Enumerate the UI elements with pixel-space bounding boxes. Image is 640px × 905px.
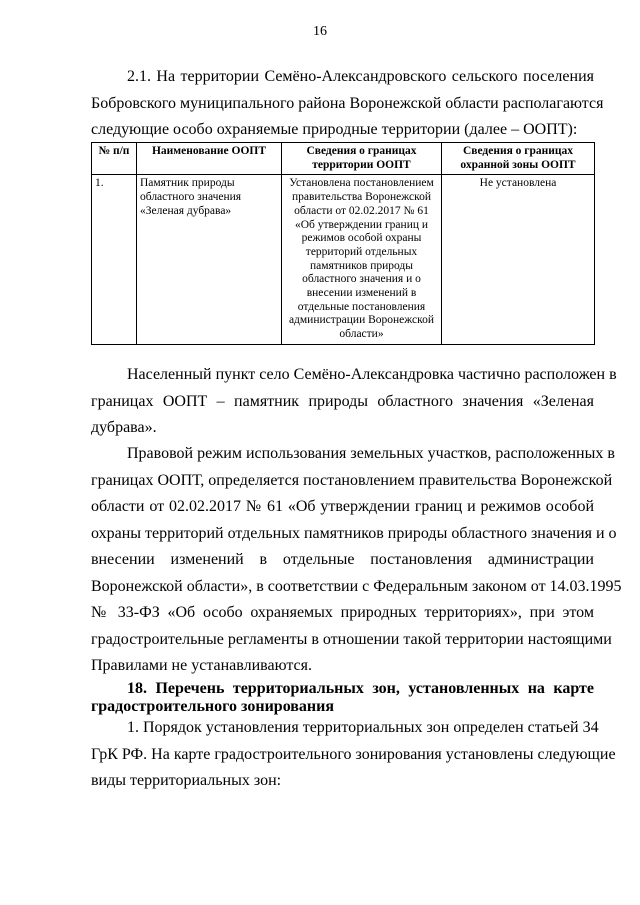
- header-zone: Сведения о границах охранной зоны ООПТ: [442, 143, 595, 175]
- text-line: 2.1. На территории Семёно-Александровского сельского поселения: [127, 68, 594, 85]
- cell-name: Памятник природы областного значения «Зеленая дубрава»: [137, 175, 282, 344]
- heading-line: 18. Перечень территориальных зон, установленных на карте: [127, 680, 594, 697]
- intro-paragraph: [91, 64, 604, 144]
- text-line: № 33-ФЗ «Об особо охраняемых природных территориях», при этом: [91, 604, 594, 621]
- oopt-table: [91, 142, 595, 345]
- text-line: 1. Порядок установления территориальных зон определен статьей 34: [127, 719, 599, 736]
- text-line: виды территориальных зон:: [91, 772, 282, 789]
- page-number: 16: [313, 24, 327, 39]
- header-num: № п/п: [92, 143, 137, 175]
- section-heading: [91, 680, 594, 716]
- paragraph-settlement: [91, 362, 617, 442]
- paragraph-legal-regime: [91, 441, 622, 680]
- text-line: области от 02.02.2017 № 61 «Об утверждении границ и режимов особой: [91, 498, 594, 515]
- table-row: [92, 175, 595, 344]
- header-territory: Сведения о границах территории ООПТ: [282, 143, 442, 175]
- text-line: Бобровского муниципального района Воронежской области располагаются: [91, 94, 604, 112]
- text-line: границах ООПТ – памятник природы областного значения «Зеленая: [91, 392, 594, 410]
- text-line: дубрава».: [91, 419, 157, 436]
- text-line: границах ООПТ, определяется постановлением правительства Воронежской: [91, 471, 613, 489]
- cell-num: 1.: [92, 175, 137, 344]
- text-line: Воронежской области», в соответствии с Федеральным законом от 14.03.1995: [91, 577, 622, 595]
- cell-territory: Установлена постановлением правительства Воронежской области от 02.02.2017 № 61 «Об утверждении границ и режимов особой охраны территорий отдельных памятников природы областного значения и о внесении изменений в отдельные постановления администрации Воронежской области»: [282, 175, 442, 344]
- text-line: внесении изменений в отдельные постановления администрации: [91, 551, 594, 568]
- text-line: следующие особо охраняемые природные территории (далее – ООПТ):: [91, 121, 578, 138]
- text-line: охраны территорий отдельных памятников природы областного значения и о: [91, 524, 617, 542]
- heading-line: градостроительного зонирования: [91, 698, 335, 715]
- text-line: Населенный пункт село Семёно-Александровка частично расположен в: [127, 366, 617, 383]
- paragraph-zones: [91, 715, 616, 795]
- text-line: градостроительные регламенты в отношении такой территории настоящими: [91, 630, 612, 648]
- header-name: Наименование ООПТ: [137, 143, 282, 175]
- text-line: ГрК РФ. На карте градостроительного зонирования установлены следующие: [91, 745, 616, 763]
- cell-zone: Не установлена: [442, 175, 595, 344]
- text-line: Правилами не устанавливаются.: [91, 657, 312, 674]
- table-header-row: [92, 143, 595, 175]
- text-line: Правовой режим использования земельных участков, расположенных в: [127, 445, 615, 462]
